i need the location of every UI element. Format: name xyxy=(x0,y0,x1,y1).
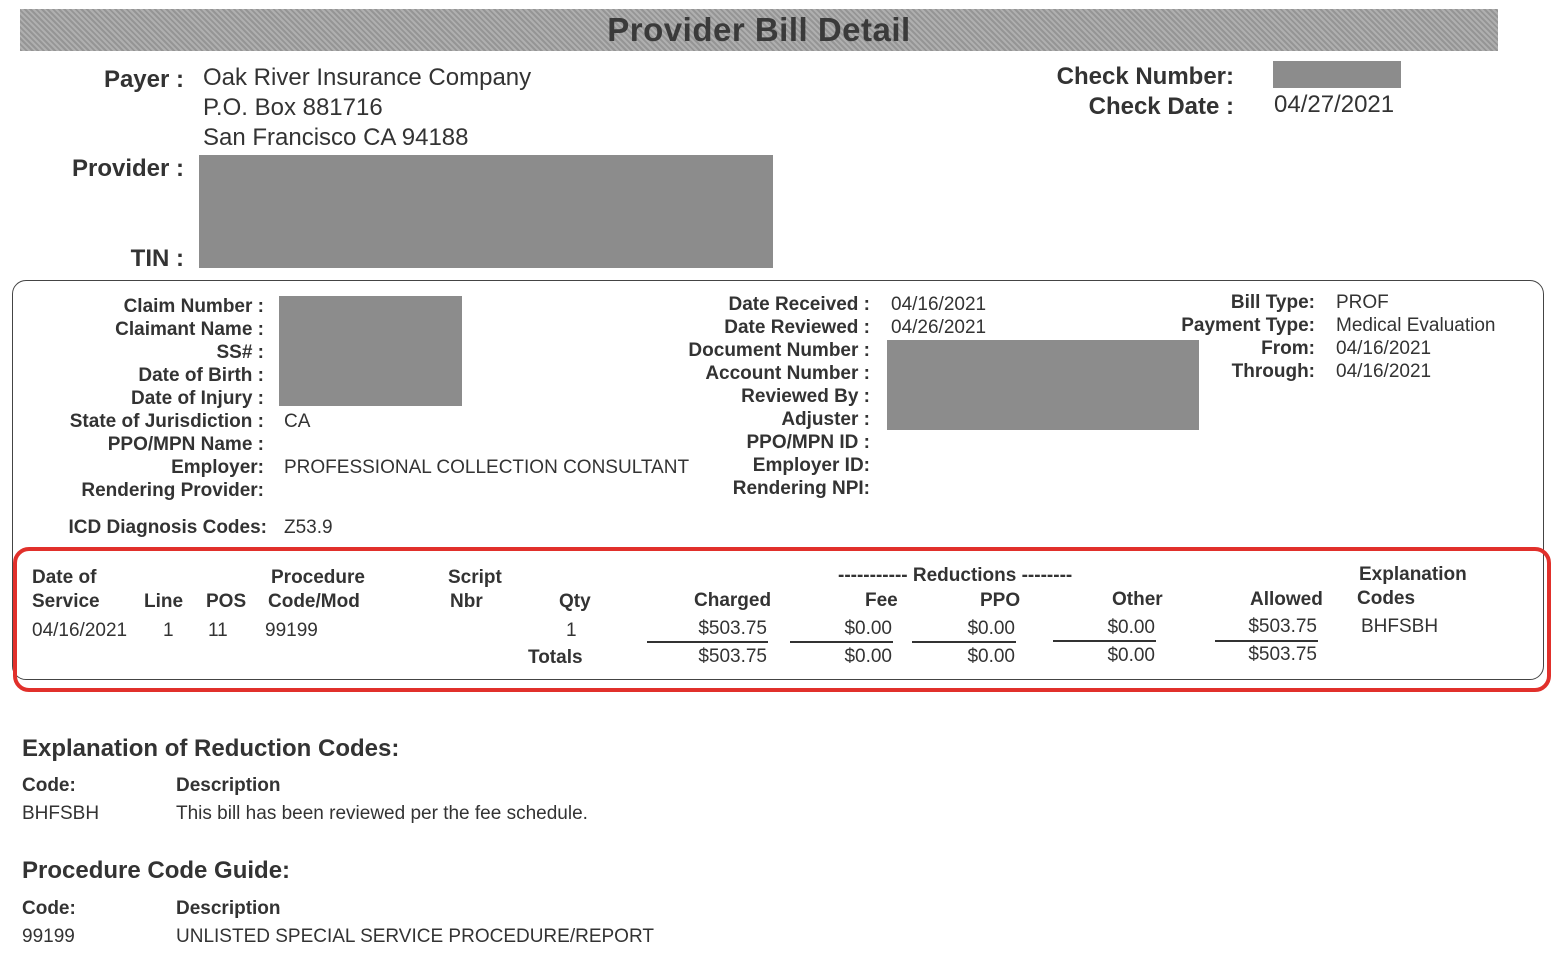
reduction-code-label: Code: xyxy=(22,775,76,796)
check-number-redaction xyxy=(1273,61,1401,88)
row-date: 04/16/2021 xyxy=(32,620,128,641)
provider-label: Provider : xyxy=(71,155,184,182)
claim-number-label: Claim Number : xyxy=(123,296,264,317)
col-procedure: Procedure xyxy=(271,567,365,588)
col-charged: Charged xyxy=(694,590,772,611)
procedure-desc-value: UNLISTED SPECIAL SERVICE PROCEDURE/REPORT xyxy=(176,926,654,947)
col-reductions: ----------- Reductions -------- xyxy=(838,565,1073,586)
account-number-label: Account Number : xyxy=(705,363,870,384)
reduction-code-value: BHFSBH xyxy=(22,803,100,824)
reviewed-by-label: Reviewed By : xyxy=(741,386,870,407)
check-date-label: Check Date : xyxy=(1088,93,1234,120)
reduction-desc-label: Description xyxy=(176,775,281,796)
payer-address-line1: P.O. Box 881716 xyxy=(203,94,383,121)
row-pos: 11 xyxy=(208,620,228,641)
totals-other: $0.00 xyxy=(1107,645,1155,666)
title-banner xyxy=(20,9,1498,51)
row-explanation: BHFSBH xyxy=(1361,616,1439,637)
payer-address-line2: San Francisco CA 94188 xyxy=(203,124,469,151)
totals-ppo: $0.00 xyxy=(967,646,1015,667)
employer-label: Employer: xyxy=(171,457,264,478)
procedure-guide-title: Procedure Code Guide: xyxy=(22,857,291,884)
underline-ppo xyxy=(912,641,1016,643)
row-fee: $0.00 xyxy=(844,618,892,639)
check-date-value: 04/27/2021 xyxy=(1274,91,1395,118)
col-service: Service xyxy=(32,591,100,612)
payment-type-value: Medical Evaluation xyxy=(1336,315,1496,336)
row-code: 99199 xyxy=(265,620,318,641)
totals-label: Totals xyxy=(528,647,583,668)
from-value: 04/16/2021 xyxy=(1336,338,1432,359)
date-received-label: Date Received : xyxy=(728,294,870,315)
col-pos: POS xyxy=(206,591,247,612)
reduction-codes-title: Explanation of Reduction Codes: xyxy=(22,735,400,762)
col-date-of: Date of xyxy=(32,567,97,588)
procedure-code-label: Code: xyxy=(22,898,76,919)
adjuster-label: Adjuster : xyxy=(781,409,870,430)
rendering-npi-label: Rendering NPI: xyxy=(732,478,870,499)
bill-type-label: Bill Type: xyxy=(1230,292,1315,313)
underline-other xyxy=(1053,640,1156,642)
payer-label: Payer : xyxy=(103,66,184,93)
date-reviewed-value: 04/26/2021 xyxy=(891,317,987,338)
icd-label: ICD Diagnosis Codes: xyxy=(68,517,267,538)
col-ppo: PPO xyxy=(980,590,1021,611)
col-nbr: Nbr xyxy=(450,591,483,612)
row-other: $0.00 xyxy=(1107,617,1155,638)
row-ppo: $0.00 xyxy=(967,618,1015,639)
procedure-desc-label: Description xyxy=(176,898,281,919)
procedure-code-value: 99199 xyxy=(22,926,75,947)
row-qty: 1 xyxy=(566,620,577,641)
employer-id-label: Employer ID: xyxy=(752,455,870,476)
payment-type-label: Payment Type: xyxy=(1181,315,1315,336)
state-label: State of Jurisdiction : xyxy=(69,411,264,432)
col-line: Line xyxy=(144,591,184,612)
date-received-value: 04/16/2021 xyxy=(891,294,987,315)
col-script: Script xyxy=(448,567,502,588)
col-explanation: Explanation xyxy=(1359,564,1467,585)
underline-fee xyxy=(790,641,893,643)
from-label: From: xyxy=(1261,338,1315,359)
payer-name: Oak River Insurance Company xyxy=(203,64,532,91)
document-number-label: Document Number : xyxy=(688,340,870,361)
row-line: 1 xyxy=(163,620,174,641)
dob-label: Date of Birth : xyxy=(138,365,264,386)
bill-type-value: PROF xyxy=(1336,292,1389,313)
row-allowed: $503.75 xyxy=(1248,616,1317,637)
col-codes: Codes xyxy=(1357,588,1416,609)
tin-label: TIN : xyxy=(130,245,184,272)
page-title: Provider Bill Detail xyxy=(607,11,911,48)
underline-allowed xyxy=(1215,640,1318,642)
totals-charged: $503.75 xyxy=(698,646,767,667)
underline-charged xyxy=(647,641,768,643)
doi-label: Date of Injury : xyxy=(130,388,264,409)
col-fee: Fee xyxy=(865,590,898,611)
row-charged: $503.75 xyxy=(698,618,767,639)
col-code-mod: Code/Mod xyxy=(268,591,360,612)
line-items-highlight xyxy=(13,547,1551,692)
through-label: Through: xyxy=(1231,361,1315,382)
ppo-name-label: PPO/MPN Name : xyxy=(107,434,264,455)
icd-value: Z53.9 xyxy=(284,517,333,538)
provider-redaction xyxy=(199,155,773,268)
employer-value: PROFESSIONAL COLLECTION CONSULTANT xyxy=(284,457,690,478)
claimant-redaction xyxy=(279,296,462,406)
totals-allowed: $503.75 xyxy=(1248,644,1317,665)
totals-fee: $0.00 xyxy=(844,646,892,667)
state-value: CA xyxy=(284,411,311,432)
through-value: 04/16/2021 xyxy=(1336,361,1432,382)
col-other: Other xyxy=(1112,589,1163,610)
reduction-desc-value: This bill has been reviewed per the fee schedule. xyxy=(176,803,588,824)
rendering-provider-label: Rendering Provider: xyxy=(81,480,264,501)
col-qty: Qty xyxy=(559,591,591,612)
ssn-label: SS# : xyxy=(216,342,264,363)
date-reviewed-label: Date Reviewed : xyxy=(724,317,870,338)
col-allowed: Allowed xyxy=(1250,589,1323,610)
check-number-label: Check Number: xyxy=(1056,63,1234,90)
ppo-id-label: PPO/MPN ID : xyxy=(746,432,870,453)
claimant-name-label: Claimant Name : xyxy=(115,319,264,340)
